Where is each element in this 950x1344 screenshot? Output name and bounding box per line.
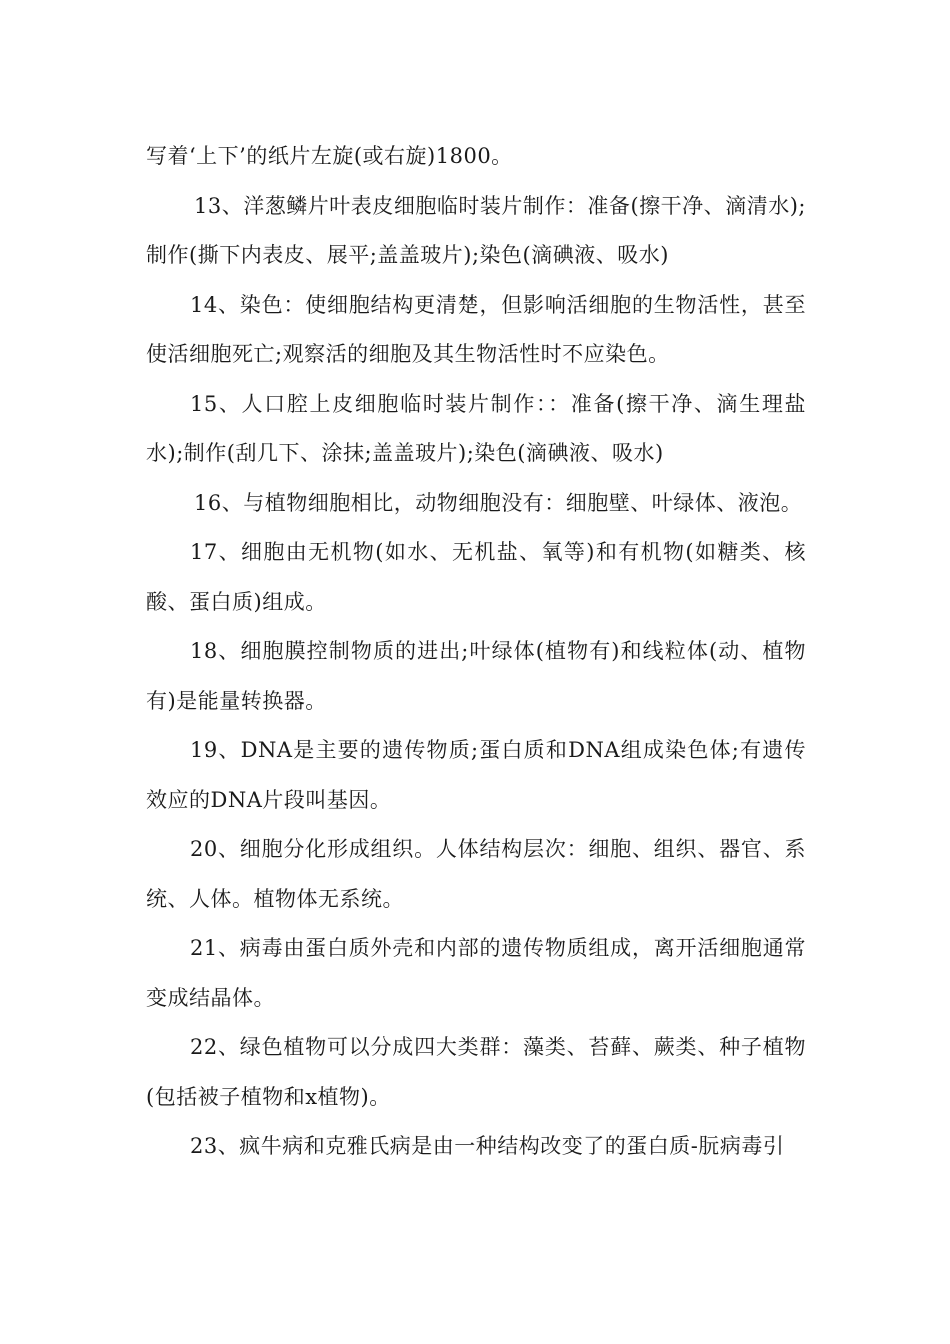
paragraph-item-23: 23、疯牛病和克雅氏病是由一种结构改变了的蛋白质-朊病毒引	[190, 1134, 785, 1158]
paragraph-item-17: 17、细胞由无机物(如水、无机盐、氧等)和有机物(如糖类、核酸、蛋白质)组成。	[146, 540, 806, 614]
paragraph-continuation: 写着‘上下’的纸片左旋(或右旋)1800。	[146, 144, 513, 168]
paragraph-item-21: 21、病毒由蛋白质外壳和内部的遗传物质组成，离开活细胞通常变成结晶体。	[146, 936, 806, 1010]
paragraph-item-19: 19、DNA是主要的遗传物质;蛋白质和DNA组成染色体;有遗传效应的DNA片段叫基因。	[146, 738, 806, 812]
paragraph-item-18: 18、细胞膜控制物质的进出;叶绿体(植物有)和线粒体(动、植物有)是能量转换器。	[146, 639, 806, 713]
document-body	[146, 132, 806, 1172]
paragraph-item-15: 15、人口腔上皮细胞临时装片制作：：准备(擦干净、滴生理盐水);制作(刮几下、涂抹;盖盖玻片);染色(滴碘液、吸水)	[146, 391, 806, 465]
paragraph-item-13: 13、洋葱鳞片叶表皮细胞临时装片制作：准备(擦干净、滴清水);制作(撕下内表皮、展平;盖盖玻片);染色(滴碘液、吸水)	[146, 193, 806, 267]
paragraph-item-20: 20、细胞分化形成组织。人体结构层次：细胞、组织、器官、系统、人体。植物体无系统。	[146, 837, 806, 911]
paragraph-item-14: 14、染色：使细胞结构更清楚，但影响活细胞的生物活性，甚至使活细胞死亡;观察活的细胞及其生物活性时不应染色。	[146, 292, 806, 366]
paragraph-item-22: 22、绿色植物可以分成四大类群：藻类、苔藓、蕨类、种子植物(包括被子植物和x植物)。	[146, 1035, 806, 1109]
paragraph-item-16: 16、与植物细胞相比，动物细胞没有：细胞壁、叶绿体、液泡。	[194, 490, 803, 515]
